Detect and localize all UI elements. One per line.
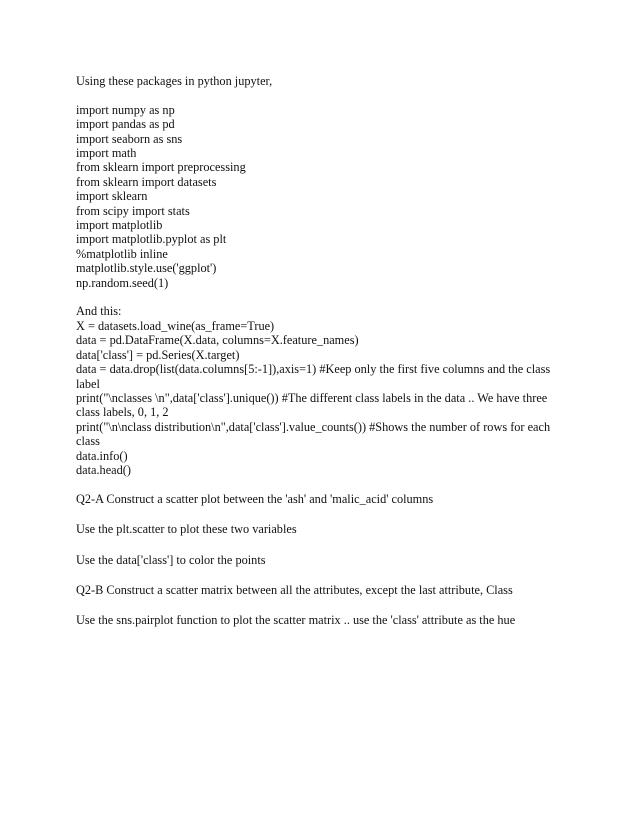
code-line: data = pd.DataFrame(X.data, columns=X.feature_names) <box>76 333 359 348</box>
import-line: import seaborn as sns <box>76 131 183 146</box>
document-body <box>76 74 562 644</box>
question-q2a: Q2-A Construct a scatter plot between the 'ash' and 'malic_acid' columns <box>76 491 434 506</box>
import-line: np.random.seed(1) <box>76 275 169 290</box>
and-this-label: And this: <box>76 304 122 319</box>
import-line: import numpy as np <box>76 102 175 117</box>
instruction-plt-scatter: Use the plt.scatter to plot these two variables <box>76 522 297 537</box>
import-line: matplotlib.style.use('ggplot') <box>76 261 217 276</box>
question-q2b: Q2-B Construct a scatter matrix between all the attributes, except the last attribute, Class <box>76 582 513 597</box>
imports-block <box>76 103 562 290</box>
intro-text: Using these packages in python jupyter, <box>76 74 273 88</box>
import-line: from scipy import stats <box>76 203 190 218</box>
code-line: X = datasets.load_wine(as_frame=True) <box>76 318 275 333</box>
import-line: import matplotlib <box>76 218 163 233</box>
instruction-color-points: Use the data['class'] to color the points <box>76 552 266 567</box>
import-line: import sklearn <box>76 189 148 204</box>
import-line: import math <box>76 146 137 161</box>
import-line: %matplotlib inline <box>76 246 168 261</box>
code-line: print("\nclasses \n",data['class'].unique()) #The different class labels in the data .. We have three class labels, 0, 1, 2 <box>76 390 548 420</box>
code-line: print("\n\nclass distribution\n",data['class'].value_counts()) #Shows the number of rows for each class <box>76 419 551 449</box>
import-line: import matplotlib.pyplot as plt <box>76 232 227 247</box>
code-line: data.info() <box>76 448 128 463</box>
instruction-pairplot: Use the sns.pairplot function to plot the scatter matrix .. use the 'class' attribute as the hue <box>76 613 516 628</box>
import-line: import pandas as pd <box>76 117 175 132</box>
code-line: data['class'] = pd.Series(X.target) <box>76 347 240 362</box>
code-block <box>76 304 562 477</box>
code-line: data = data.drop(list(data.columns[5:-1]),axis=1) #Keep only the first five columns and the class label <box>76 362 551 391</box>
import-line: from sklearn import datasets <box>76 174 217 189</box>
import-line: from sklearn import preprocessing <box>76 160 246 175</box>
code-line: data.head() <box>76 462 131 477</box>
